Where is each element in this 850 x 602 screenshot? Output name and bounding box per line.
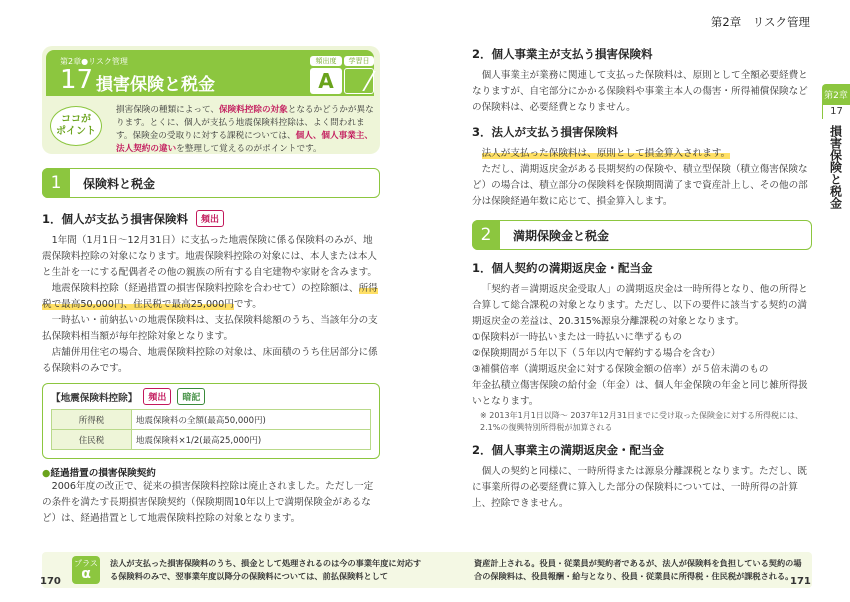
- paragraph: 地震保険料控除（経過措置の損害保険料控除を合わせて）の控除額は、所得税で最高50,000円、住民税で最高25,000円です。: [42, 283, 378, 310]
- subheading: 3．法人が支払う損害保険料: [472, 125, 619, 139]
- footnote: ※ 2013年1月1日以降～ 2037年12月31日までに受け取った保険金に対する所得税には、2.1%の復興特別所得税が加算される: [480, 411, 804, 432]
- footer-text-right: 資産計上される。役員・従業員が契約者であるが、法人が保険料を負担している契約の場合の保険料は、役員報酬・給与となり、役員・従業員に所得税・住民税が課税される。: [474, 558, 802, 581]
- paragraph: 年金払積立傷害保険の給付金（年金）は、個人年金保険の年金と同じ雑所得扱いとなります。: [472, 380, 808, 407]
- paragraph: 個人事業主が業務に関連して支払った保険料は、原則として全額必要経費となりますが、自宅部分にかかる保険料や事業主本人の傷害・所得補償保険などの保険料は、必要経費となりません。: [472, 70, 808, 113]
- frequency-rank: 頻出度 A: [310, 56, 342, 94]
- paragraph: 個人の契約と同様に、一時所得または源泉分離課税となります。ただし、既に事業所得の必要経費に算入した部分の保険料については、一時所得の計算上、控除できません。: [472, 466, 808, 509]
- paragraph: 法人が支払った保険料は、原則として損金算入されます。: [481, 148, 731, 159]
- chapter-index-tab[interactable]: 第2章 17 損害保険と税金: [822, 84, 850, 224]
- deduction-table-box: 【地震保険料控除】 頻出 暗記 所得税 地震保険料の全額(最高50,000円) 住民税 地震保険料×1/2(最高25,000円): [42, 383, 380, 459]
- title-box: [42, 46, 380, 154]
- subheading: ● 経過措置の損害保険契約: [42, 465, 380, 479]
- page-number-left: 170: [40, 576, 61, 587]
- running-header: 第2章 リスク管理: [710, 15, 810, 29]
- right-column: [472, 46, 812, 512]
- point-badge: ココが ポイント: [50, 106, 102, 146]
- table-row: 所得税 地震保険料の全額(最高50,000円): [52, 410, 371, 430]
- paragraph: 2006年度の改正で、従来の損害保険料控除は廃止されました。ただし一定の条件を満たす長期損害保険契約（保険期間10年以上で満期保険金があるなど）は、経過措置として地震保険料控除の対象となります。: [42, 481, 374, 524]
- plus-alpha-icon: プラス α: [72, 556, 100, 584]
- title-bar: [46, 50, 374, 96]
- footer-text-left: 法人が支払った損害保険料のうち、損金として処理されるのは今の事業年度に対応する保険料のみで、翌事業年度以降分の保険料については、前払保険料として: [110, 558, 422, 581]
- subheading: 2．個人事業主の満期返戻金・配当金: [472, 443, 664, 457]
- frequent-badge: 頻出: [196, 210, 224, 227]
- list-item: ③補償倍率（満期返戻金に対する保険金額の倍率）が５倍未満のもの: [472, 364, 769, 375]
- page-title: 損害保険と税金: [96, 75, 215, 95]
- study-date-box[interactable]: 学習日: [344, 56, 374, 94]
- subheading: 1．個人が支払う損害保険料 頻出: [42, 210, 380, 227]
- table-row: 住民税 地震保険料×1/2(最高25,000円): [52, 430, 371, 450]
- paragraph: 「契約者＝満期返戻金受取人」の満期返戻金は一時所得となり、他の所得と合算して総合課税の対象となります。ただし、以下の要件に該当する契約の満期返戻金の差益は、20.315%源泉分離課税の対象となります。: [472, 284, 808, 327]
- section-heading-1: 1 保険料と税金: [42, 168, 380, 198]
- subheading: 1．個人契約の満期返戻金・配当金: [472, 261, 653, 275]
- paragraph: 一時払い・前納払いの地震保険料は、支払保険料総額のうち、当該年分の支払保険料相当額が毎年控除対象となります。: [42, 315, 378, 342]
- left-column: [42, 46, 380, 527]
- paragraph: 店舗併用住宅の場合、地震保険料控除の対象は、床面積のうち住居部分に係る保険料のみです。: [42, 347, 378, 374]
- page-number-right: 171: [790, 576, 811, 587]
- list-item: ①保険料が一時払いまたは一時払いに準ずるもの: [472, 332, 683, 343]
- paragraph: 1年間（1月1日～12月31日）に支払った地震保険に係る保険料のみが、地震保険料控除の対象になります。地震保険料控除の対象には、本人または本人と生計を一にする配偶者その他の親族の所有する自宅建物や家財を含みます。: [42, 235, 378, 278]
- plus-alpha-footer: [42, 552, 812, 588]
- section-number: 17: [60, 65, 94, 95]
- subheading: 2．個人事業主が支払う損害保険料: [472, 47, 653, 61]
- section-heading-2: 2 満期保険金と税金: [472, 220, 812, 250]
- deduction-table: [51, 409, 371, 450]
- chapter-label: 第2章●リスク管理: [60, 57, 128, 66]
- paragraph: ただし、満期返戻金がある長期契約の保険や、積立型保険（積立傷害保険など）の場合は、積立部分の保険料を保険期間満了まで資産計上し、その他の部分は保険経過年数に応じて、損金算入します。: [472, 164, 808, 207]
- point-text: 損害保険の種類によって、保険料控除の対象となるかどうかが異なります。とくに、個人が支払う地震保険料控除は、よく問われます。保険金の受取りに対する課税については、個人、個人事業主、法人契約の違いを整理して覚えるのがポイントです。: [116, 105, 374, 154]
- list-item: ②保険期間が５年以下（５年以内で解約する場合を含む）: [472, 348, 721, 359]
